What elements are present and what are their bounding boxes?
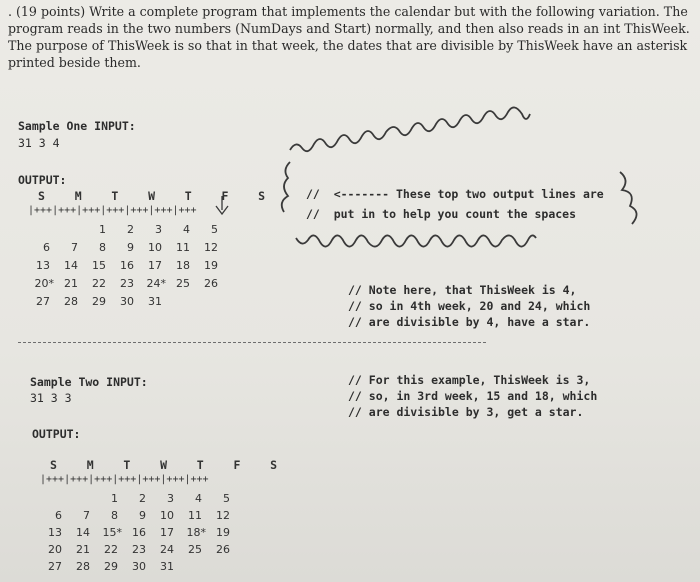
calendar-day-cell: 7 (83, 509, 90, 522)
calendar-day-grid (28, 223, 258, 323)
asterisk-mark: * (116, 526, 122, 539)
calendar-day-cell: 30 (120, 295, 134, 308)
calendar-day-cell: 6 (55, 509, 62, 522)
calendar-day-cell: 18* (186, 526, 206, 539)
sample-one-calendar (28, 189, 266, 319)
calendar-day-cell: 12 (216, 509, 230, 522)
calendar-day-grid (40, 492, 270, 582)
calendar-day-cell: 12 (204, 241, 218, 254)
sample-one-output-label: OUTPUT: (18, 173, 67, 187)
sample-two-output-label: OUTPUT: (32, 427, 81, 441)
sample-two-calendar (40, 458, 278, 582)
note2-line-3: // are divisible by 3, get a star. (348, 405, 584, 419)
calendar-day-cell: 29 (92, 295, 106, 308)
note-line-1: // Note here, that ThisWeek is 4, (348, 283, 577, 297)
sample-two-input-label: Sample Two INPUT: (30, 375, 148, 389)
asterisk-mark: * (200, 526, 206, 539)
calendar-day-cell: 13 (48, 526, 62, 539)
calendar-day-cell: 26 (204, 277, 218, 290)
calendar-day-cell: 22 (104, 543, 118, 556)
calendar-day-cell: 1 (111, 492, 118, 505)
calendar-day-cell: 17 (148, 259, 162, 272)
calendar-day-cell: 8 (111, 509, 118, 522)
problem-statement: . (19 points) Write a complete program that implements the calendar but with the following variation. The program reads in the two numbers (NumDays and Start) normally, and then also reads in an int ThisWeek. The purpose of ThisWeek is so that in that week, the dates that are divisible by ThisWeek have an asterisk printed beside them. (8, 4, 690, 70)
calendar-day-cell: 18 (176, 259, 190, 272)
calendar-day-cell: 2 (127, 223, 134, 236)
calendar-day-cell: 20* (34, 277, 54, 290)
calendar-day-cell: 28 (64, 295, 78, 308)
note2-line-1: // For this example, ThisWeek is 3, (348, 373, 591, 387)
calendar-day-cell: 23 (132, 543, 146, 556)
calendar-day-cell: 3 (155, 223, 162, 236)
calendar-day-cell: 15* (102, 526, 122, 539)
comment-line-1: // <------- These top two output lines are (306, 187, 604, 201)
calendar-day-cell: 28 (76, 560, 90, 573)
calendar-day-cell: 11 (188, 509, 202, 522)
calendar-day-cell: 9 (127, 241, 134, 254)
calendar-day-cell: 24* (146, 277, 166, 290)
calendar-day-cell: 17 (160, 526, 174, 539)
calendar-day-cell: 21 (76, 543, 90, 556)
comment-line-2: // put in to help you count the spaces (306, 207, 577, 221)
calendar-day-cell: 4 (183, 223, 190, 236)
calendar-day-cell: 10 (160, 509, 174, 522)
calendar-day-cell: 5 (223, 492, 230, 505)
calendar-day-cell: 21 (64, 277, 78, 290)
calendar-day-cell: 6 (43, 241, 50, 254)
calendar-day-cell: 24 (160, 543, 174, 556)
calendar-day-cell: 15 (92, 259, 106, 272)
note2-line-2: // so, in 3rd week, 15 and 18, which (348, 389, 598, 403)
calendar-day-cell: 8 (99, 241, 106, 254)
calendar-day-cell: 22 (92, 277, 106, 290)
calendar-day-cell: 5 (211, 223, 218, 236)
calendar-day-cell: 2 (139, 492, 146, 505)
sample-one-input-label: Sample One INPUT: (18, 119, 136, 133)
calendar-day-cell: 23 (120, 277, 134, 290)
calendar-day-cell: 7 (71, 241, 78, 254)
note-line-3: // are divisible by 4, have a star. (348, 315, 591, 329)
calendar-day-cell: 11 (176, 241, 190, 254)
calendar-day-cell: 27 (36, 295, 50, 308)
asterisk-mark: * (48, 277, 54, 290)
calendar-day-cell: 26 (216, 543, 230, 556)
calendar-day-cell: 14 (64, 259, 78, 272)
calendar-day-cell: 27 (48, 560, 62, 573)
calendar-day-cell: 9 (139, 509, 146, 522)
calendar-day-cell: 13 (36, 259, 50, 272)
calendar-day-cell: 31 (148, 295, 162, 308)
calendar-day-cell: 25 (188, 543, 202, 556)
calendar-day-cell: 4 (195, 492, 202, 505)
calendar-day-cell: 14 (76, 526, 90, 539)
calendar-day-cell: 29 (104, 560, 118, 573)
calendar-day-cell: 3 (167, 492, 174, 505)
calendar-day-cell: 19 (216, 526, 230, 539)
sample-one-input-value: 31 3 4 (18, 136, 60, 150)
note-line-2: // so in 4th week, 20 and 24, which (348, 299, 591, 313)
calendar-day-cell: 16 (120, 259, 134, 272)
asterisk-mark: * (160, 277, 166, 290)
calendar-ruler: |+++|+++|+++|+++|+++|+++|+++ (28, 205, 197, 216)
calendar-day-cell: 25 (176, 277, 190, 290)
calendar-day-cell: 10 (148, 241, 162, 254)
calendar-day-cell: 19 (204, 259, 218, 272)
sample-two-input-value: 31 3 3 (30, 391, 72, 405)
calendar-day-cell: 30 (132, 560, 146, 573)
calendar-header-days: S M T W T F S (50, 458, 278, 472)
calendar-header-days: S M T W T F S (38, 189, 266, 203)
calendar-day-cell: 16 (132, 526, 146, 539)
section-divider (18, 342, 486, 343)
calendar-day-cell: 20 (48, 543, 62, 556)
calendar-day-cell: 1 (99, 223, 106, 236)
calendar-ruler: |+++|+++|+++|+++|+++|+++|+++ (40, 474, 209, 485)
calendar-day-cell: 31 (160, 560, 174, 573)
